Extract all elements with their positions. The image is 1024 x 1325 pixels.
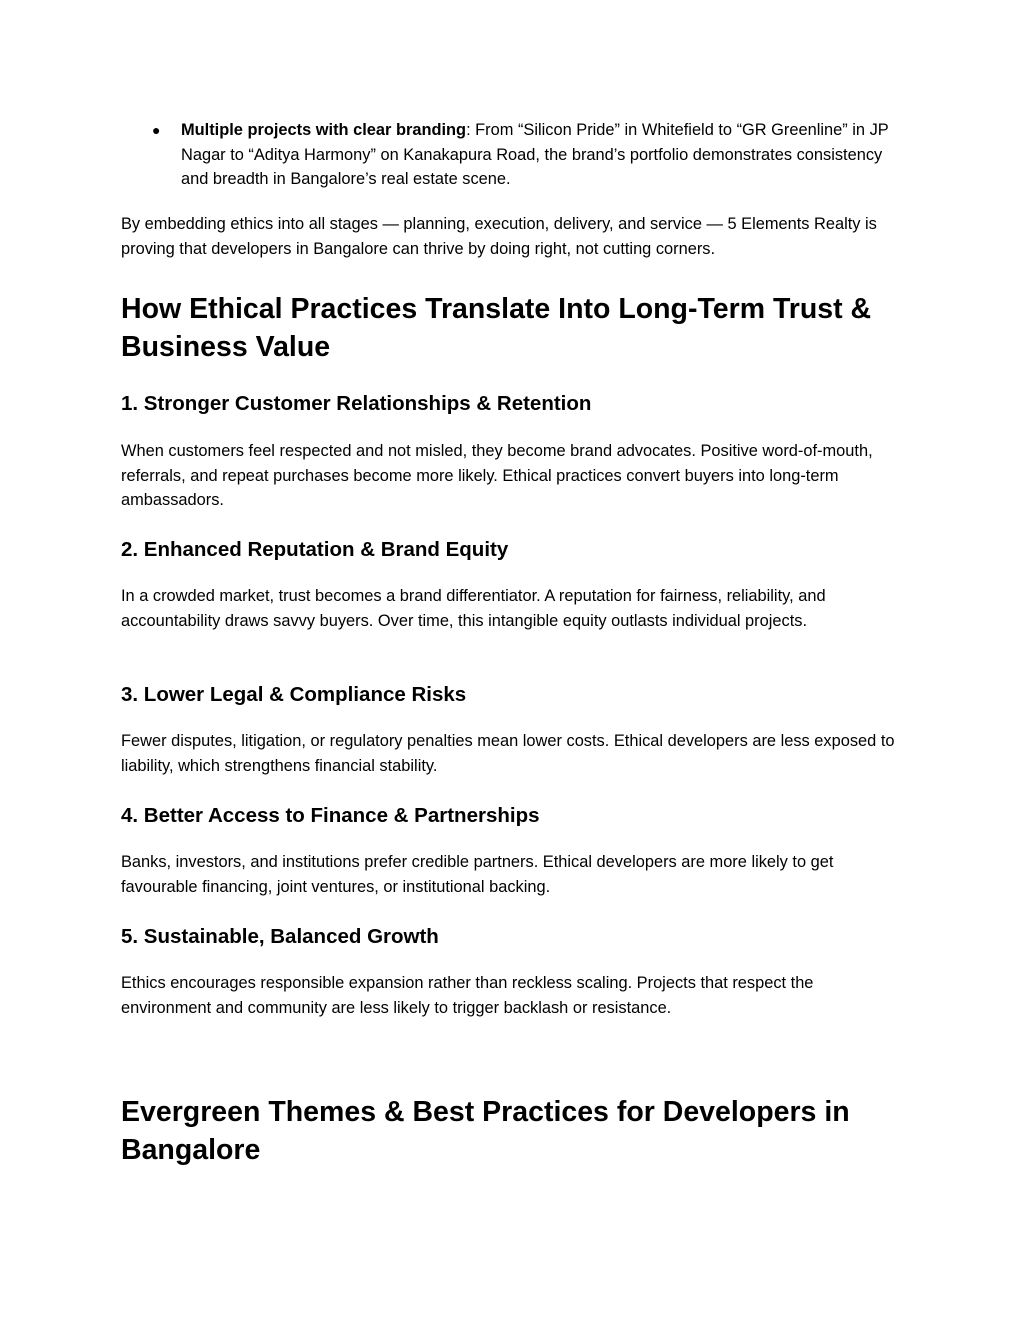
bullet-text: : From “Silicon Pride” in Whitefield to “GR Greenline” in JP Nagar to “Aditya Harmony” on Kanakapura Road, the brand’s portfolio demonstrates consistency and breadth in Bangalore’s real estate scene. — [181, 121, 889, 188]
bullet-list — [121, 118, 901, 192]
section-heading-evergreen-themes: Evergreen Themes & Best Practices for Developers in Bangalore — [121, 1096, 850, 1166]
subsection-heading-5: 5. Sustainable, Balanced Growth — [121, 925, 439, 948]
subsection-body-3: Fewer disputes, litigation, or regulatory penalties mean lower costs. Ethical developers are less exposed to liability, which strengthens financial stability. — [121, 732, 895, 775]
subsection-heading-3: 3. Lower Legal & Compliance Risks — [121, 683, 467, 706]
subsection-heading-2: 2. Enhanced Reputation & Brand Equity — [121, 538, 509, 561]
intro-paragraph: By embedding ethics into all stages — planning, execution, delivery, and service — 5 Elements Realty is proving that developers in Bangalore can thrive by doing right, not cutting corners. — [121, 215, 877, 258]
bullet-bold-lead: Multiple projects with clear branding — [181, 121, 467, 139]
bullet-dot-icon: ● — [152, 122, 161, 138]
section-heading-trust-value: How Ethical Practices Translate Into Long-Term Trust & Business Value — [121, 293, 872, 363]
list-item — [121, 118, 901, 192]
subsection-body-4: Banks, investors, and institutions prefer credible partners. Ethical developers are more likely to get favourable financing, joint ventures, or institutional backing. — [121, 853, 834, 896]
subsection-body-5: Ethics encourages responsible expansion rather than reckless scaling. Projects that respect the environment and community are less likely to trigger backlash or resistance. — [121, 974, 814, 1017]
subsection-heading-1: 1. Stronger Customer Relationships & Retention — [121, 392, 592, 415]
subsection-body-2: In a crowded market, trust becomes a brand differentiator. A reputation for fairness, reliability, and accountability draws savvy buyers. Over time, this intangible equity outlasts individual projects. — [121, 587, 826, 630]
subsection-heading-4: 4. Better Access to Finance & Partnerships — [121, 804, 540, 827]
subsection-body-1: When customers feel respected and not misled, they become brand advocates. Positive word-of-mouth, referrals, and repeat purchases become more likely. Ethical practices convert buyers into long-term ambassadors. — [121, 442, 873, 509]
